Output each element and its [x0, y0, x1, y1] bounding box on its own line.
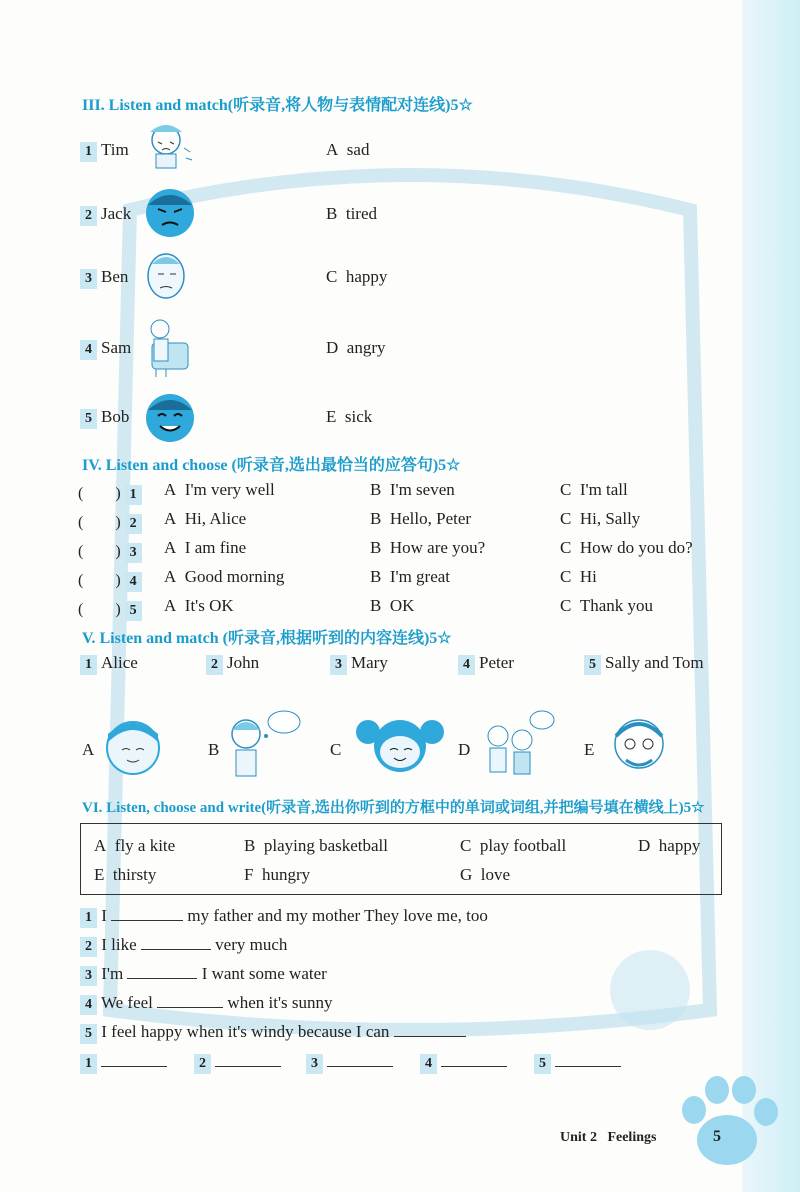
- choice-3-c: [560, 538, 693, 558]
- choice-text: I'm seven: [389, 480, 455, 499]
- happy-boy-face-icon: [140, 390, 200, 444]
- item-number: 2: [125, 514, 142, 534]
- item-number: 1: [80, 908, 97, 928]
- choice-5-a: [164, 596, 234, 616]
- choice-text: Hello, Peter: [389, 509, 472, 528]
- page-footer: [560, 1130, 656, 1146]
- choice-4-b: [370, 567, 450, 587]
- option-letter: E: [326, 407, 337, 426]
- item-number: 4: [420, 1054, 437, 1074]
- choice-letter: C: [560, 538, 572, 557]
- answer-blank[interactable]: [555, 1066, 621, 1067]
- item-number: 4: [458, 655, 475, 675]
- option-letter: G: [460, 865, 473, 884]
- tired-child-in-chair-icon: [138, 315, 194, 381]
- choice-text: I'm very well: [184, 480, 275, 499]
- option-letter: E: [94, 865, 105, 884]
- option-word: love: [480, 865, 511, 884]
- answer-blank[interactable]: [441, 1066, 507, 1067]
- section-4-title: IV. Listen and choose (听录音,选出最恰当的应答句)5☆: [82, 457, 461, 474]
- sentence-4: [80, 993, 333, 1015]
- item-number: 5: [125, 601, 142, 621]
- match-name: Alice: [101, 653, 138, 672]
- option-word: angry: [346, 338, 386, 357]
- match-name: Sally and Tom: [605, 653, 704, 672]
- box-option-f: [244, 865, 310, 885]
- choice-row-2: [78, 509, 142, 534]
- choice-letter: C: [560, 509, 572, 528]
- match-name-1: [80, 653, 138, 675]
- choice-1-c: [560, 480, 628, 500]
- sentence-end: very much: [215, 935, 288, 954]
- sentence-start: I feel happy when it's windy because I can: [101, 1022, 390, 1041]
- choice-text: Thank you: [579, 596, 654, 615]
- answer-blank[interactable]: [141, 949, 211, 950]
- item-number: 2: [80, 206, 97, 226]
- option-letter: B: [244, 836, 256, 855]
- choice-letter: B: [370, 596, 382, 615]
- choice-5-c: [560, 596, 653, 616]
- item-number: 3: [80, 269, 97, 289]
- boy-thinking-icon: [224, 708, 304, 780]
- choice-letter: C: [560, 567, 572, 586]
- choice-letter: C: [560, 480, 572, 499]
- choice-text: I am fine: [184, 538, 247, 557]
- answer-slot-3: [306, 1052, 393, 1074]
- person-row-2: [80, 204, 131, 226]
- answer-blank[interactable]: [215, 1066, 281, 1067]
- choice-row-4: [78, 567, 142, 592]
- sentence-start: I like: [101, 935, 137, 954]
- item-number: 3: [80, 966, 97, 986]
- page-number: 5: [713, 1128, 721, 1145]
- box-option-a: [94, 836, 175, 856]
- pic-label-e: E: [584, 740, 595, 759]
- choice-text: OK: [389, 596, 415, 615]
- box-option-c: [460, 836, 566, 856]
- option-word: thirsty: [112, 865, 157, 884]
- pic-label-b: B: [208, 740, 220, 759]
- choice-letter: B: [370, 567, 382, 586]
- paw-print-icon: [672, 1060, 782, 1170]
- sentence-3: [80, 964, 327, 986]
- girl-with-pigtails-face-icon: [354, 712, 446, 776]
- sentence-5: [80, 1022, 466, 1044]
- option-word: sad: [346, 140, 370, 159]
- unit-label: Unit 2: [560, 1130, 597, 1145]
- sentence-1: [80, 906, 488, 928]
- option-letter: B: [326, 204, 338, 223]
- item-number: 5: [80, 1024, 97, 1044]
- person-name: Sam: [101, 338, 132, 357]
- choice-text: I'm tall: [579, 480, 628, 499]
- answer-slot-1: [80, 1052, 167, 1074]
- option-b: [326, 204, 377, 224]
- answer-paren[interactable]: ( ): [78, 601, 121, 618]
- option-a: [326, 140, 369, 160]
- person-name: Jack: [101, 204, 132, 223]
- person-name: Tim: [101, 140, 129, 159]
- unit-title: Feelings: [607, 1130, 657, 1145]
- option-letter: D: [326, 338, 339, 357]
- option-letter: F: [244, 865, 254, 884]
- item-number: 5: [584, 655, 601, 675]
- choice-letter: A: [164, 538, 177, 557]
- option-word: fly a kite: [114, 836, 176, 855]
- side-stripe: [742, 0, 800, 1192]
- choice-1-a: [164, 480, 275, 500]
- option-word: tired: [345, 204, 377, 223]
- match-name-3: [330, 653, 388, 675]
- sentence-start: We feel: [100, 993, 153, 1012]
- answer-paren[interactable]: ( ): [78, 485, 121, 502]
- box-option-g: [460, 865, 510, 885]
- person-row-5: [80, 407, 129, 429]
- sentence-end: I want some water: [201, 964, 327, 983]
- answer-blank[interactable]: [394, 1036, 466, 1037]
- option-letter: C: [460, 836, 472, 855]
- item-number: 5: [534, 1054, 551, 1074]
- person-row-4: [80, 338, 131, 360]
- choice-letter: A: [164, 596, 177, 615]
- angry-boy-face-icon: [140, 185, 200, 239]
- match-name-4: [458, 653, 514, 675]
- answer-slot-5: [534, 1052, 621, 1074]
- answer-blank[interactable]: [101, 1066, 167, 1067]
- item-number: 4: [125, 572, 142, 592]
- choice-letter: A: [164, 480, 177, 499]
- person-name: Bob: [101, 407, 130, 426]
- item-number: 2: [194, 1054, 211, 1074]
- sentence-end: when it's sunny: [227, 993, 333, 1012]
- item-number: 3: [125, 543, 142, 563]
- choice-text: Hi, Alice: [184, 509, 247, 528]
- match-name: Mary: [351, 653, 388, 672]
- person-row-3: [80, 267, 128, 289]
- choice-letter: C: [560, 596, 572, 615]
- sick-boy-icon: [138, 248, 194, 304]
- match-name-2: [206, 653, 259, 675]
- box-option-e: [94, 865, 156, 885]
- match-name: Peter: [479, 653, 514, 672]
- box-option-d: [638, 836, 700, 856]
- word-box: [80, 823, 722, 895]
- item-number: 1: [80, 655, 97, 675]
- choice-letter: A: [164, 509, 177, 528]
- option-letter: D: [638, 836, 651, 855]
- answer-blank[interactable]: [111, 920, 183, 921]
- item-number: 1: [125, 485, 142, 505]
- choice-2-a: [164, 509, 246, 529]
- item-number: 4: [80, 995, 97, 1015]
- answer-blank[interactable]: [327, 1066, 393, 1067]
- choice-3-b: [370, 538, 485, 558]
- choice-2-b: [370, 509, 471, 529]
- match-name-5: [584, 653, 704, 675]
- sentence-2: [80, 935, 287, 957]
- choice-row-1: [78, 480, 142, 505]
- item-number: 3: [306, 1054, 323, 1074]
- item-number: 1: [80, 1054, 97, 1074]
- pic-label-d: D: [458, 740, 471, 759]
- option-d: [326, 338, 386, 358]
- option-c: [326, 267, 387, 287]
- choice-row-3: [78, 538, 142, 563]
- answer-paren[interactable]: ( ): [78, 514, 121, 531]
- choice-4-c: [560, 567, 597, 587]
- crying-girl-icon: [138, 118, 208, 176]
- match-name: John: [227, 653, 260, 672]
- person-name: Ben: [101, 267, 129, 286]
- option-letter: C: [326, 267, 338, 286]
- item-number: 5: [80, 409, 97, 429]
- pic-label-c: C: [330, 740, 342, 759]
- item-number: 2: [206, 655, 223, 675]
- choice-3-a: [164, 538, 246, 558]
- choice-letter: B: [370, 509, 382, 528]
- section-6-title: VI. Listen, choose and write(听录音,选出你听到的方框中的单词或词组,并把编号填在横线上)5☆: [82, 800, 705, 816]
- choice-text: I'm great: [389, 567, 451, 586]
- option-e: [326, 407, 372, 427]
- sentence-start: I'm: [101, 964, 124, 983]
- sentence-end: my father and my mother They love me, too: [187, 906, 488, 925]
- choice-text: It's OK: [184, 596, 234, 615]
- answer-blank[interactable]: [127, 978, 197, 979]
- choice-text: How are you?: [389, 538, 486, 557]
- choice-text: Good morning: [184, 567, 285, 586]
- choice-4-a: [164, 567, 284, 587]
- choice-2-c: [560, 509, 640, 529]
- answer-paren[interactable]: ( ): [78, 572, 121, 589]
- answer-slot-2: [194, 1052, 281, 1074]
- choice-letter: B: [370, 480, 382, 499]
- section-5-title: V. Listen and match (听录音,根据听到的内容连线)5☆: [82, 630, 452, 647]
- option-letter: A: [94, 836, 107, 855]
- section-3-title: III. Listen and match(听录音,将人物与表情配对连线)5☆: [82, 97, 473, 114]
- box-option-b: [244, 836, 388, 856]
- choice-letter: B: [370, 538, 382, 557]
- item-number: 4: [80, 340, 97, 360]
- person-row-1: [80, 140, 129, 162]
- choice-letter: A: [164, 567, 177, 586]
- choice-5-b: [370, 596, 414, 616]
- option-word: happy: [345, 267, 388, 286]
- item-number: 3: [330, 655, 347, 675]
- choice-text: How do you do?: [579, 538, 693, 557]
- pic-label-a: A: [82, 740, 95, 759]
- option-word: playing basketball: [263, 836, 389, 855]
- choice-text: Hi: [579, 567, 597, 586]
- option-word: hungry: [261, 865, 311, 884]
- choice-text: Hi, Sally: [579, 509, 641, 528]
- item-number: 2: [80, 937, 97, 957]
- answer-blank[interactable]: [157, 1007, 223, 1008]
- answer-paren[interactable]: ( ): [78, 543, 121, 560]
- sentence-start: I: [101, 906, 107, 925]
- old-man-icon: [606, 708, 672, 780]
- choice-1-b: [370, 480, 455, 500]
- option-word: happy: [658, 836, 701, 855]
- option-letter: A: [326, 140, 339, 159]
- option-word: sick: [344, 407, 373, 426]
- girl-face-icon: [100, 712, 166, 778]
- two-children-icon: [478, 706, 558, 784]
- answer-slot-4: [420, 1052, 507, 1074]
- item-number: 1: [80, 142, 97, 162]
- option-word: play football: [479, 836, 567, 855]
- choice-row-5: [78, 596, 142, 621]
